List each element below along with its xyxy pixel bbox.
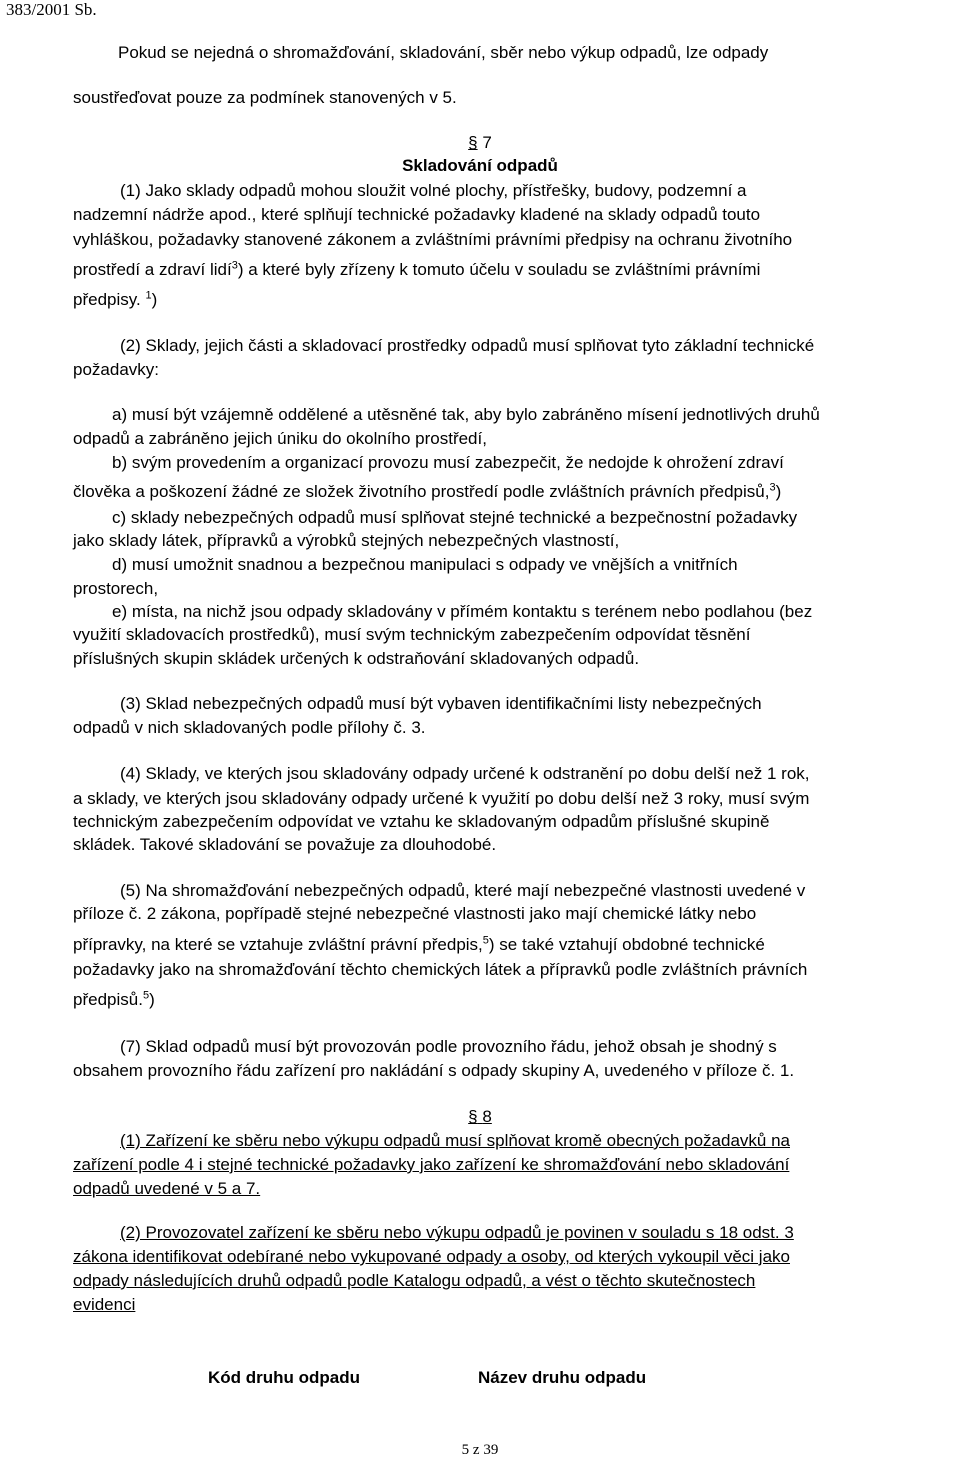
document-header: 383/2001 Sb. [6,0,97,19]
s7-p1-line4: prostředí a zdraví lidí$^3$) a které byly zřízeny k tomuto účelu v souladu se zvláštními právními [73,259,761,279]
s7-p2-item-a1: a) musí být vzájemně oddělené a utěsněné tak, aby bylo zabráněno mísení jednotlivých druhů [112,405,820,424]
s8-p2-line2: zákona identifikovat odebírané nebo vykupované odpady a osoby, od kterých vykoupil věci jako [73,1247,790,1266]
s8-p2-line4: evidenci [73,1295,136,1314]
section-7-title: Skladování odpadů [402,156,558,175]
table-header-code: Kód druhu odpadu [208,1368,361,1387]
s8-p1-line2: zařízení podle 4 i stejné technické požadavky jako zařízení ke shromažďování nebo skladování [73,1155,790,1174]
s7-p2-item-c2: jako sklady látek, přípravků a výrobků stejných nebezpečných vlastností, [73,531,620,550]
s7-p2-item-c1: c) sklady nebezpečných odpadů musí splňovat stejné technické a bezpečnostní požadavky [112,508,798,527]
s8-p2-line1: (2) Provozovatel zařízení ke sběru nebo výkupu odpadů je povinen v souladu s 18 odst. 3 [120,1223,794,1242]
s7-p5-line1: (5) Na shromažďování nebezpečných odpadů, které mají nebezpečné vlastnosti uvedené v [120,881,806,900]
intro-line: soustřeďovat pouze za podmínek stanovených v 5. [73,88,457,107]
s7-p2-item-d2: prostorech, [73,579,159,598]
s7-p2-item-e1: e) místa, na nichž jsou odpady skladovány v přímém kontaktu s terénem nebo podlahou (bez [112,602,813,621]
s8-p2-line3: odpady následujících druhů odpadů podle Katalogu odpadů, a vést o těchto skutečnostech [73,1271,756,1290]
s7-p7-line1: (7) Sklad odpadů musí být provozován podle provozního řádu, jehož obsah je shodný s [120,1037,777,1056]
s7-p2-item-b2: člověka a poškození žádné ze složek životního prostředí podle zvláštních právních předpisů,$^3$) [73,481,782,501]
cropped-previous-line: Pokud se nejedná o shromažďování, skladování, sběr nebo výkup odpadů, lze odpady [118,43,769,62]
s7-p7-line2: obsahem provozního řádu zařízení pro nakládání s odpady skupiny A, uvedeného v příloze č. 1. [73,1061,795,1080]
s7-p2-item-d1: d) musí umožnit snadnou a bezpečnou manipulaci s odpady ve vnějších a vnitřních [112,555,738,574]
s7-p5-line2: příloze č. 2 zákona, popřípadě stejné nebezpečné vlastnosti jako mají chemické látky nebo [73,904,757,923]
s7-p1-line1: (1) Jako sklady odpadů mohou sloužit volné plochy, přístřešky, budovy, podzemní a [120,181,747,200]
s7-p4-line3: technickým zabezpečením odpovídat ve vztahu ke skladovaným odpadům příslušné skupině [73,812,770,831]
s7-p5-line3: přípravky, na které se vztahuje zvláštní právní předpis,$^5$) se také vztahují obdobné technické [73,934,765,954]
s7-p2-item-a2: odpadů a zabráněno jejich úniku do okolního prostředí, [73,429,487,448]
s7-p2-item-e3: příslušných skupin skládek určených k odstraňování skladovaných odpadů. [73,649,640,668]
s7-p3-line2: odpadů v nich skladovaných podle přílohy č. 3. [73,718,426,737]
section-7-number: § 7 [468,133,492,152]
page-number: 5 z 39 [461,1442,499,1458]
s7-p4-line2: a sklady, ve kterých jsou skladovány odpady určené k využití po dobu delší než 3 roky, musí svým [73,789,810,808]
s7-p2-item-e2: využití skladovacích prostředků), musí svým technickým zabezpečením odpovídat těsnění [73,625,751,644]
s7-p4-line1: (4) Sklady, ve kterých jsou skladovány odpady určené k odstranění po dobu delší než 1 rok, [120,764,810,783]
s7-p1-line5: předpisy. $^1$) [73,289,158,309]
table-header-name: Název druhu odpadu [478,1368,647,1387]
section-8-number: § 8 [468,1107,492,1126]
s7-p4-line4: skládek. Takové skladování se považuje za dlouhodobé. [73,835,497,854]
s7-p5-line5: předpisů.$^5$) [73,989,155,1009]
s8-p1-line3: odpadů uvedené v 5 a 7. [73,1179,261,1198]
s7-p2-line1: (2) Sklady, jejich části a skladovací prostředky odpadů musí splňovat tyto základní technické [120,336,815,355]
s7-p3-line1: (3) Sklad nebezpečných odpadů musí být vybaven identifikačními listy nebezpečných [120,694,762,713]
s7-p2-item-b1: b) svým provedením a organizací provozu musí zabezpečit, že nedojde k ohrožení zdraví [112,453,784,472]
s7-p5-line4: požadavky jako na shromažďování těchto chemických látek a přípravků podle zvláštních právních [73,960,808,979]
s7-p1-line3: vyhláškou, požadavky stanovené zákonem a zvláštními právními předpisy na ochranu životního [73,230,793,249]
s7-p1-line2: nadzemní nádrže apod., které splňují technické požadavky kladené na sklady odpadů touto [73,205,761,224]
s8-p1-line1: (1) Zařízení ke sběru nebo výkupu odpadů musí splňovat kromě obecných požadavků na [120,1131,790,1150]
s7-p2-line2: požadavky: [73,360,159,379]
